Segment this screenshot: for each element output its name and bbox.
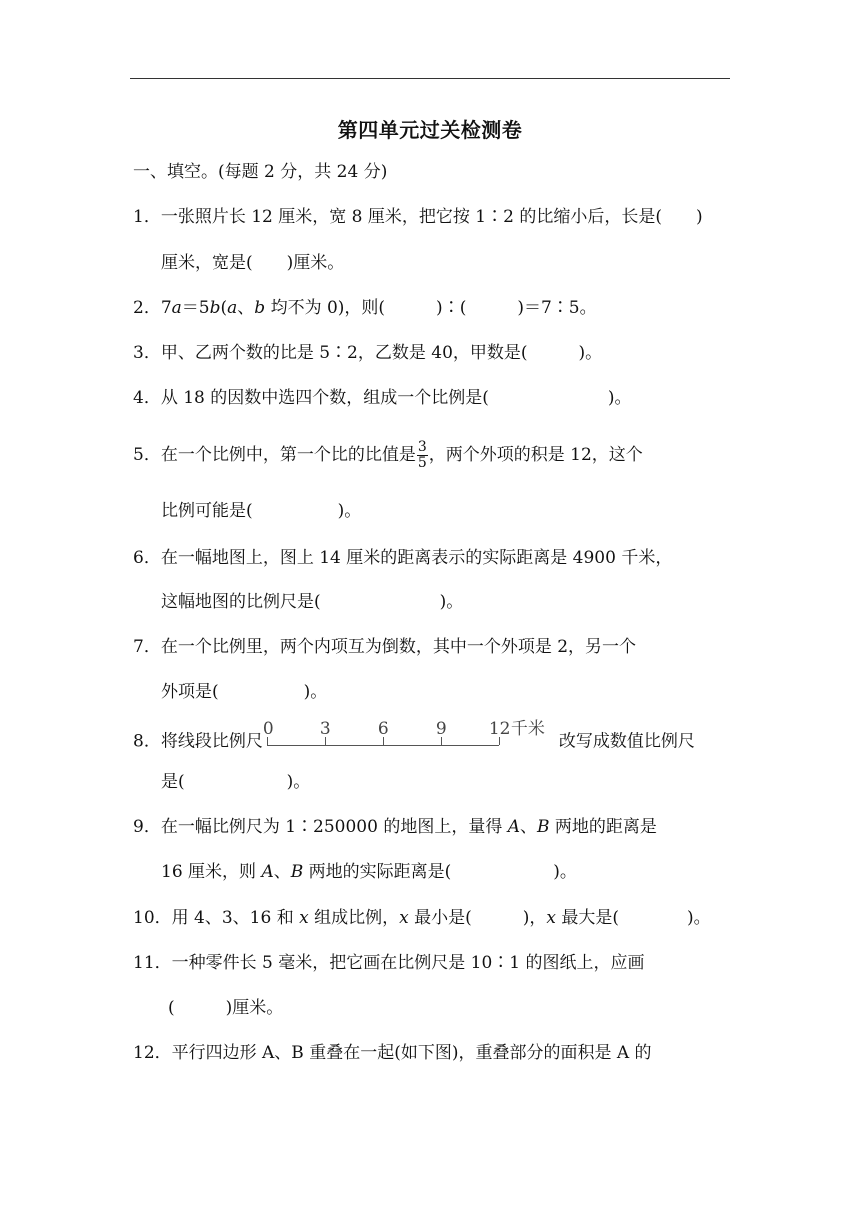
question-5-line-1: 5．在一个比例中，第一个比的比值是 $\frac{3}{5}$ ，两个外项的积是 12，这个	[133, 439, 643, 471]
question-10: 10．用 4、3、16 和 x 组成比例，x 最小是( )，x 最大是( )。	[133, 908, 711, 928]
question-6-line-1: 6．在一幅地图上，图上 14 厘米的距离表示的实际距离是 4900 千米，	[133, 548, 673, 568]
section-heading: 一、填空。(每题 2 分，共 24 分)	[133, 162, 388, 182]
question-6-line-2: 这幅地图的比例尺是( )。	[161, 592, 464, 612]
scale-unit: 千米	[510, 719, 545, 739]
question-8-line-2: 是( )。	[161, 772, 311, 792]
scale-bar	[267, 745, 499, 746]
question-5-line-2: 比例可能是( )。	[161, 501, 362, 521]
question-9-line-2: 16 厘米，则 A、B 两地的实际距离是( )。	[161, 862, 577, 882]
question-2: 2．7a＝5b(a、b 均不为 0)，则( )∶( )＝7∶5。	[133, 298, 597, 318]
question-3: 3．甲、乙两个数的比是 5∶2，乙数是 40，甲数是( )。	[133, 343, 603, 363]
question-4: 4．从 18 的因数中选四个数，组成一个比例是( )。	[133, 388, 632, 408]
question-7-line-1: 7．在一个比例里，两个内项互为倒数，其中一个外项是 2，另一个	[133, 637, 637, 657]
question-9-line-1: 9．在一幅比例尺为 1∶250000 的地图上，量得 A、B 两地的距离是	[133, 817, 657, 837]
scale-label-9: 9	[435, 719, 447, 739]
question-1-line-1: 1．一张照片长 12 厘米，宽 8 厘米，把它按 1∶2 的比缩小后，长是( )	[133, 207, 703, 227]
question-11-line-1: 11．一种零件长 5 毫米，把它画在比例尺是 10∶1 的图纸上，应画	[133, 953, 645, 973]
scale-label-6: 6	[377, 719, 389, 739]
question-7-line-2: 外项是( )。	[161, 682, 328, 702]
header-rule	[130, 78, 730, 79]
question-8-line-1: 8．将线段比例尺 0 3 6 9 12 千米 改写成数值比例尺	[133, 719, 695, 752]
scale-label-12: 12	[488, 719, 511, 739]
scale-label-3: 3	[319, 719, 331, 739]
scale-label-0: 0	[262, 719, 274, 739]
page-title: 第四单元过关检测卷	[337, 118, 523, 142]
question-11-line-2: ( )厘米。	[168, 998, 284, 1018]
fraction-three-fifths: $\frac{3}{5}$	[417, 439, 427, 471]
question-1-line-2: 厘米，宽是( )厘米。	[161, 253, 345, 273]
question-12: 12．平行四边形 A、B 重叠在一起(如下图)，重叠部分的面积是 A 的	[133, 1043, 652, 1063]
